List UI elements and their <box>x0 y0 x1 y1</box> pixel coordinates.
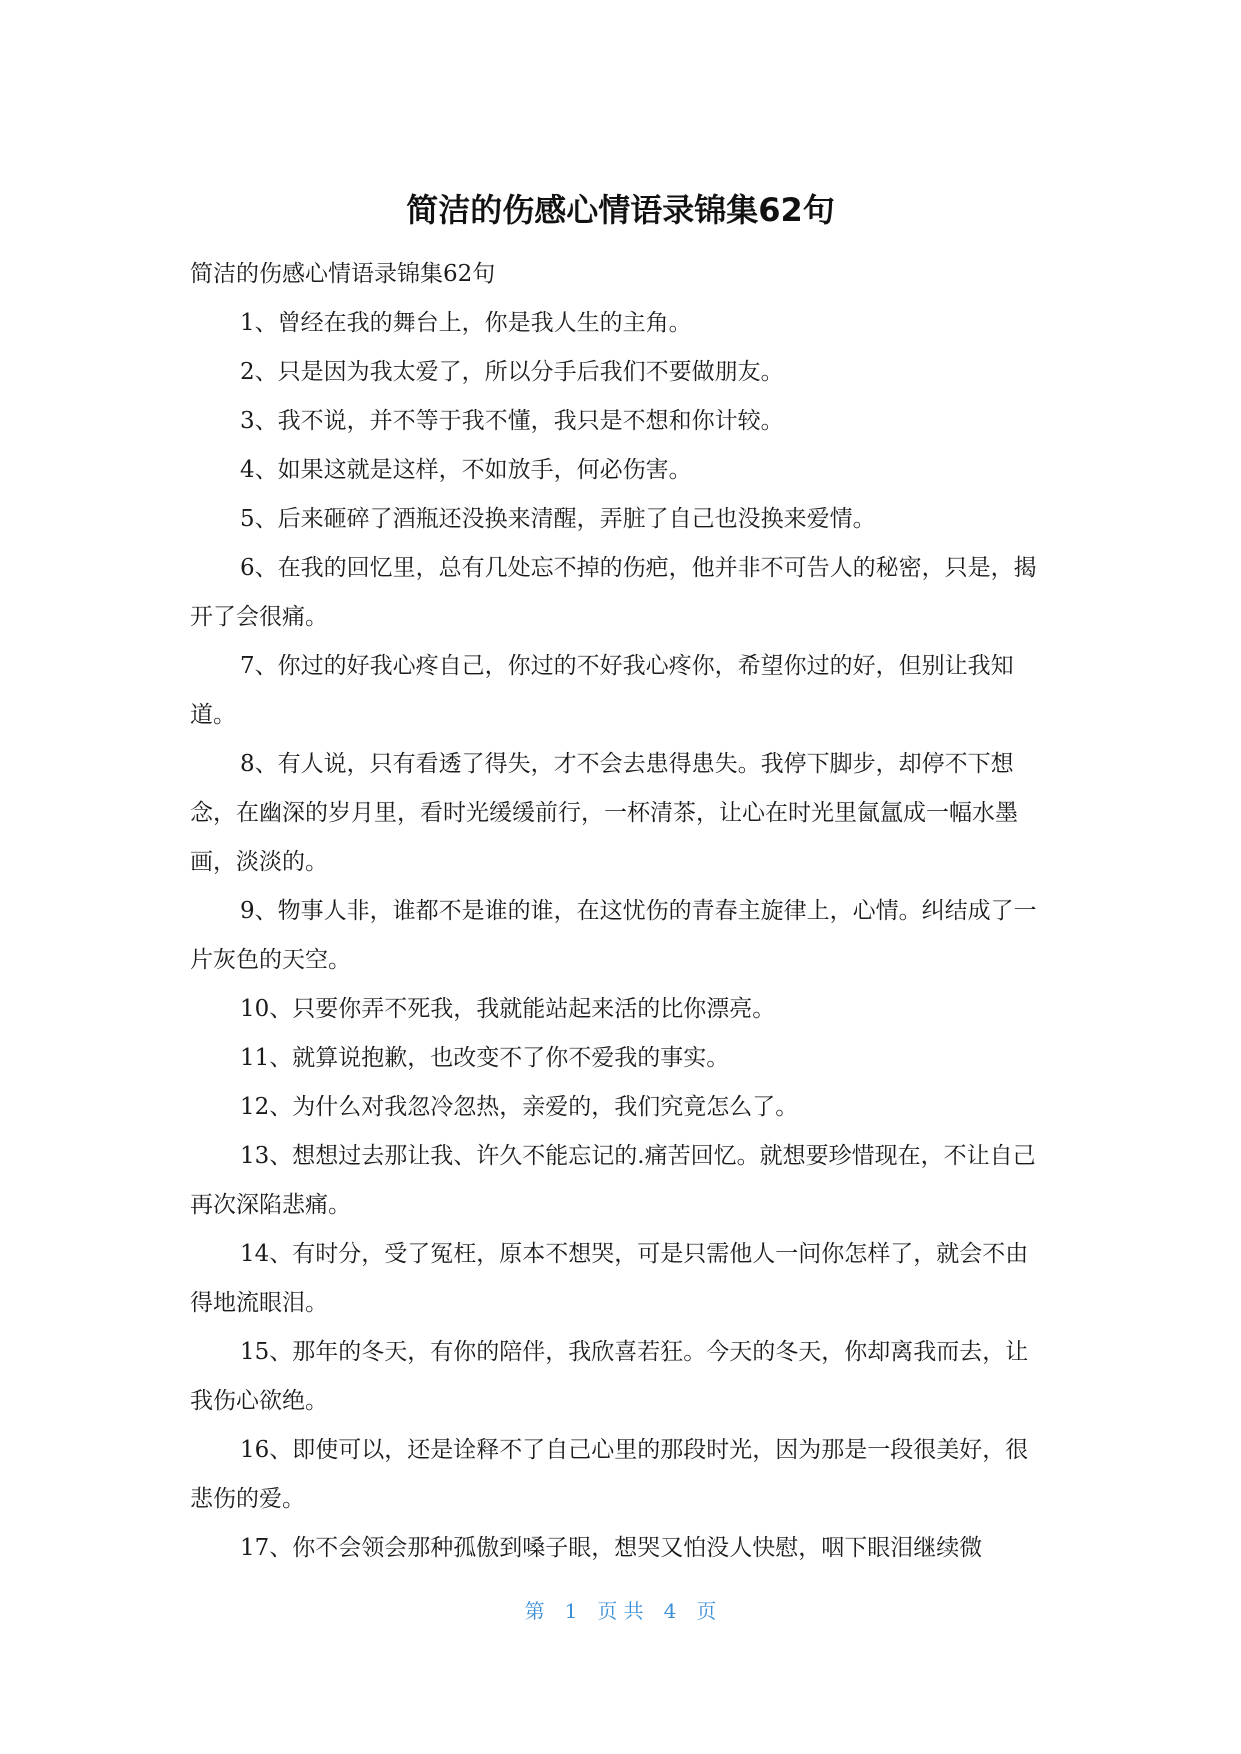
list-item: 17、你不会领会那种孤傲到嗓子眼，想哭又怕没人快慰，咽下眼泪继续微 <box>240 1535 983 1561</box>
list-item: 10、只要你弄不死我，我就能站起来活的比你漂亮。 <box>240 996 776 1022</box>
list-item: 8、有人说，只有看透了得失，才不会去患得患失。我停下脚步，却停不下想念，在幽深的岁月里，看时光缓缓前行，一杯清茶，让心在时光里氤氲成一幅水墨画，淡淡的。 <box>190 751 1018 875</box>
list-item: 1、曾经在我的舞台上，你是我人生的主角。 <box>240 310 692 336</box>
list-item: 2、只是因为我太爱了，所以分手后我们不要做朋友。 <box>240 359 784 385</box>
list-item: 3、我不说，并不等于我不懂，我只是不想和你计较。 <box>240 408 784 434</box>
list-item: 12、为什么对我忽冷忽热，亲爱的，我们究竟怎么了。 <box>240 1094 799 1120</box>
list-item: 9、物事人非，谁都不是谁的谁，在这忧伤的青春主旋律上，心情。纠结成了一片灰色的天空。 <box>190 898 1037 973</box>
list-item: 7、你过的好我心疼自己，你过的不好我心疼你，希望你过的好，但别让我知道。 <box>190 653 1014 728</box>
list-item: 16、即使可以，还是诠释不了自己心里的那段时光，因为那是一段很美好，很悲伤的爱。 <box>190 1437 1029 1512</box>
list-item: 13、想想过去那让我、许久不能忘记的.痛苦回忆。就想要珍惜现在，不让自己再次深陷悲痛。 <box>190 1143 1036 1218</box>
page-number-footer: 第 1 页 共 4 页 <box>524 1599 717 1623</box>
list-item: 5、后来砸碎了酒瓶还没换来清醒，弄脏了自己也没换来爱情。 <box>240 506 876 532</box>
page-title: 简洁的伤感心情语录锦集62句 <box>406 191 835 229</box>
list-item: 4、如果这就是这样，不如放手，何必伤害。 <box>240 457 692 483</box>
document-subtitle: 简洁的伤感心情语录锦集62句 <box>190 261 496 287</box>
list-item: 15、那年的冬天，有你的陪伴，我欣喜若狂。今天的冬天，你却离我而去，让我伤心欲绝。 <box>190 1339 1029 1414</box>
list-item: 6、在我的回忆里，总有几处忘不掉的伤疤，他并非不可告人的秘密，只是，揭开了会很痛。 <box>190 555 1037 630</box>
list-item: 11、就算说抱歉，也改变不了你不爱我的事实。 <box>240 1045 730 1071</box>
list-item: 14、有时分，受了冤枉，原本不想哭，可是只需他人一问你怎样了，就会不由得地流眼泪。 <box>190 1241 1029 1316</box>
document-body <box>190 250 1050 1573</box>
